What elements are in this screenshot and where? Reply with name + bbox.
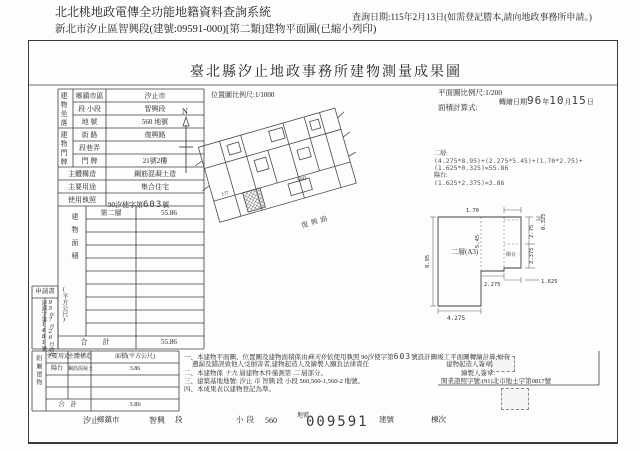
map-parcel-number: 560 xyxy=(296,175,308,184)
map-parcel-number-2: 177 xyxy=(221,191,230,198)
annex-total-label: 合 計 xyxy=(58,401,79,408)
seat-parcel-value: 560 地號 xyxy=(141,118,169,126)
door-number-label: 門 牌 xyxy=(81,157,98,165)
map-road-label: 復興路 xyxy=(300,213,332,230)
application-doc-number: 1481 xyxy=(40,322,47,346)
area-unit-label: (平方公尺) xyxy=(60,287,67,323)
license-prefix: 90汐使字第 xyxy=(108,201,143,209)
area-total-label: 合 計 xyxy=(80,338,114,346)
license-label: 使用執照 xyxy=(68,196,96,204)
footer-building-number: 009591 xyxy=(306,414,369,430)
footer-parcel-value: 560 xyxy=(265,416,277,425)
calc-balcony-line: (1.625*2.375)=3.86 xyxy=(434,178,505,187)
dim-bottom: 4.275 xyxy=(447,315,466,322)
area-floor-value: 55.86 xyxy=(161,209,177,217)
calc-floor-line2: (1.625*0.325)=55.86 xyxy=(434,164,509,173)
remark-line3-text2: 層建物本件僅測第 xyxy=(239,370,292,377)
area-label: 建物面積 xyxy=(71,213,80,265)
dim-left: 8.95 xyxy=(425,254,431,268)
plan-unit-label: 二層(A3) xyxy=(451,248,479,256)
draw-date-year: 96 xyxy=(527,94,543,107)
license-number: 603 xyxy=(143,200,163,210)
calc-floor-line1: (4.275*8.95)+(2.275*5.45)+(1.70*2.75)+ xyxy=(434,156,583,165)
remark-line1-text3: 號設計圖竣工平面圖轉繪計算,如有 xyxy=(411,354,511,361)
builder-stamp xyxy=(491,356,515,372)
remark-line2: 遺漏及錯誤致他人受損害者,建物起造人及繪製人願負法律責任 xyxy=(192,361,370,368)
seat-section-label: 段 小段 xyxy=(78,105,101,113)
remark-business-license-label: 開業證照字號:(91)北市地士字第0817號 xyxy=(441,378,552,385)
agent-stamp xyxy=(501,388,529,410)
area-floor-label: 第二層 xyxy=(100,209,122,217)
calc-title: 面積計算式: xyxy=(438,103,478,112)
annex-row-structure: 鋼筋混凝土 xyxy=(68,367,94,372)
calc-balcony-label: 陽台: xyxy=(434,172,448,179)
footer-unit-label: 棟次 xyxy=(431,415,446,424)
plan-scale-label: 平面圖比例尺:1/200 xyxy=(438,88,503,97)
location-map xyxy=(194,96,364,251)
remark-line4: 三、建築基地地號: 汐止 市 智興 段 小段 560,560-1,560-2 地號。 xyxy=(184,378,365,385)
dim-top: 1.70 xyxy=(465,208,479,214)
remark-line1-text2: 依使用執照 90汐使字第 xyxy=(327,354,394,361)
seat-district-label: 鄉鎮市區 xyxy=(75,92,104,100)
footer-section-label: 段 xyxy=(175,415,183,424)
seat-label: 建物坐落 xyxy=(60,92,69,128)
plan-balcony-label: 陽台 xyxy=(506,253,517,258)
use-value: 集合住宅 xyxy=(141,183,169,191)
door-lane-label: 段巷弄 xyxy=(79,144,100,152)
remark-line5: 四、本成果表以建物登記為準。 xyxy=(184,386,275,393)
annex-label: 附屬建物 xyxy=(34,355,41,387)
location-scale-label: 位置圖比例尺:1/1000 xyxy=(211,91,275,99)
application-date: 95年7月26日收件 xyxy=(47,300,54,358)
annex-header-area: 面積(平方公尺) xyxy=(115,354,155,360)
remark-line3-text: 二、本建物係 xyxy=(184,370,223,377)
remark-drafter-name: 蘇天佐 xyxy=(307,353,327,361)
application-doc-no xyxy=(34,300,54,358)
annex-header-use: 主要用途 xyxy=(46,354,71,360)
footer-parcel-label: 地號 xyxy=(297,413,310,419)
draw-date-day: 15 xyxy=(571,94,587,107)
door-street-value: 復興路 xyxy=(144,131,166,139)
dim-right3: 2.375 xyxy=(529,247,535,264)
remark-builder-signature-label: 建物起造人簽章: xyxy=(446,361,494,368)
use-label: 主要用途 xyxy=(68,183,96,191)
application-doc-prefix: 建測字第 xyxy=(40,300,47,322)
remark-drafter-signature-label: 繪製人簽章: xyxy=(461,370,496,377)
remark-line3-text3: 層部分。 xyxy=(301,370,327,377)
door-street-label: 街 路 xyxy=(81,131,98,139)
application-title: 申請書 xyxy=(35,288,55,295)
header-query-date: 查詢日期:115年2月13日(如需登記謄本,請向地政事務所申請。) xyxy=(352,12,592,22)
dim-bottom-right: 1.625 xyxy=(541,279,558,285)
remark-line3 xyxy=(184,370,327,377)
seat-parcel-label: 地 號 xyxy=(81,118,98,126)
dim-bottom-mid: 2.275 xyxy=(484,282,501,288)
footer-building-label: 建號 xyxy=(379,415,394,424)
door-label: 建物門牌 xyxy=(60,131,69,167)
calc-floor-label: 二層: xyxy=(434,151,448,157)
draw-date-label: 轉繪日期 xyxy=(499,98,527,106)
footer-city-value: 汐止 xyxy=(83,416,99,425)
application-doc-suffix: 號 xyxy=(40,346,47,352)
annex-total-value: 3.86 xyxy=(129,401,141,408)
floor-plan xyxy=(421,196,621,356)
structure-value: 鋼筋混凝土造 xyxy=(134,170,176,178)
structure-label: 主體構造 xyxy=(68,170,96,178)
dim-inner: 5.45 xyxy=(475,234,481,248)
license-suffix: 號 xyxy=(162,201,170,209)
seat-section-value: 智興段 xyxy=(144,105,166,113)
annex-row-use: 陽台 xyxy=(50,366,63,372)
annex-row-area: 3.86 xyxy=(129,366,141,372)
north-label: N xyxy=(182,107,188,116)
area-total-value: 55.86 xyxy=(161,338,177,346)
draw-date xyxy=(499,91,594,109)
remark-license-number: 603 xyxy=(393,352,412,361)
remark-total-floors: 十九 xyxy=(224,369,238,377)
seat-district-value: 汐止市 xyxy=(144,92,166,100)
footer-city-label: 鄉鎮市 xyxy=(97,415,120,424)
draw-date-year-unit: 年 xyxy=(542,98,550,106)
header-doc-line: 新北市汐止區智興段(建號:09591-000)[第二類]建物平面圖(已縮小列印) xyxy=(55,24,377,35)
calc-block xyxy=(434,151,583,187)
footer-section-value: 智興 xyxy=(149,416,165,425)
form-title: 臺北縣汐止地政事務所建物測量成果圖 xyxy=(190,65,462,80)
draw-date-day-unit: 日 xyxy=(586,98,594,106)
dim-right2: 2.75 xyxy=(529,224,535,238)
annex-header-structure: 主體構造 xyxy=(68,354,93,360)
door-number-value: 21號2樓 xyxy=(142,157,168,165)
header-system-title: 北北桃地政電傳全功能地籍資料查詢系統 xyxy=(55,5,272,19)
north-arrow-icon xyxy=(179,117,195,179)
draw-date-month: 10 xyxy=(549,94,565,107)
draw-date-month-unit: 月 xyxy=(564,98,572,106)
remark-measured-floor: 二 xyxy=(292,369,300,377)
remark-line1-text: 一、本建物平面圖、位置圖及建物面積係由 xyxy=(184,354,308,361)
footer-subsection-label: 小段 xyxy=(236,415,257,424)
form-box xyxy=(28,40,618,444)
dim-right1: 0.325 xyxy=(541,213,547,230)
